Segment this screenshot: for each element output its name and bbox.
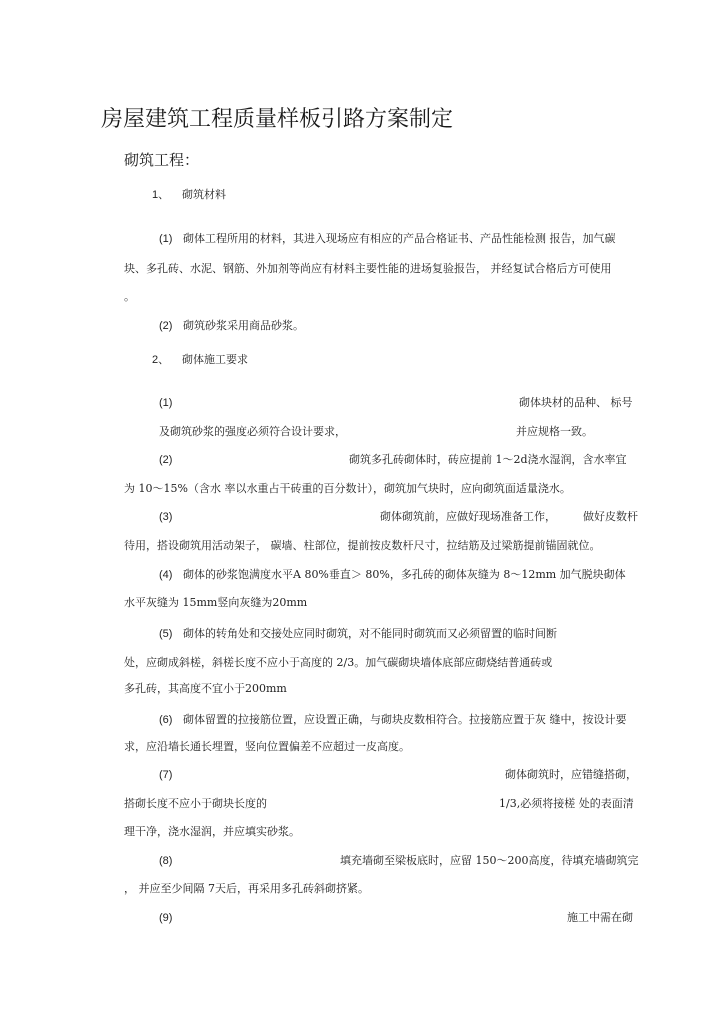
s2-p7-line-2a: 搭砌长度不应小于砌块长度的 bbox=[124, 797, 267, 810]
s1-p1-line-1: 砌体工程所用的材料，其进入现场应有相应的产品合格证书、产品性能检测 报告，加气碳 bbox=[183, 232, 616, 245]
s2-p3-line-1c: 做好皮数杆 bbox=[583, 510, 638, 523]
s2-p8-number: (8) bbox=[159, 855, 173, 867]
s2-p1-line-2b: 并应规格一致。 bbox=[516, 425, 593, 438]
s2-p7-line-3: 理干净，浇水湿润，并应填实砂浆。 bbox=[124, 825, 300, 838]
s2-p2-line-2: 为 10〜15%（含水 率以水重占干砖重的百分数计），砌筑加气块时，应向砌筑面适量浇水。 bbox=[124, 482, 571, 495]
s2-p4-line-2: 水平灰缝为 15mm竖向灰缝为20mm bbox=[124, 596, 308, 609]
s2-p1-line-2a: 及砌筑砂浆的强度必须符合设计要求， bbox=[159, 425, 346, 438]
s1-p2-number: (2) bbox=[159, 320, 173, 332]
s2-p2-number: (2) bbox=[159, 454, 173, 466]
s2-p7-number: (7) bbox=[159, 769, 173, 781]
s2-p4-line-1: 砌体的砂浆饱满度水平A 80%垂直＞ 80%，多孔砖的砌体灰缝为 8〜12mm 加气脱块砌体 bbox=[183, 568, 626, 581]
s2-p8-line-1: 填充墙砌至梁板底时，应留 150〜200高度，待填充墙砌筑完 bbox=[340, 854, 639, 867]
s1-p2-text: 砌筑砂浆采用商品砂浆。 bbox=[183, 319, 304, 332]
section-1-number: 1、 bbox=[152, 189, 170, 201]
section-1-label: 砌筑材料 bbox=[182, 188, 226, 201]
s2-p9-number: (9) bbox=[159, 912, 173, 924]
s2-p4-number: (4) bbox=[159, 569, 173, 581]
s2-p3-line-2: 待用，搭设砌筑用活动架子， 碳墙、柱部位，提前按皮数杆尺寸，拉结筋及过梁筋提前锚固就位。 bbox=[124, 539, 601, 552]
s2-p7-line-2b: 1/3,必须将接槎 处的表面清 bbox=[499, 797, 634, 810]
s1-p1-number: (1) bbox=[159, 233, 173, 245]
s2-p1-number: (1) bbox=[159, 397, 173, 409]
s2-p5-number: (5) bbox=[159, 628, 173, 640]
page-title: 房屋建筑工程质量样板引路方案制定 bbox=[101, 107, 454, 132]
s2-p5-line-1: 砌体的转角处和交接处应同时砌筑，对不能同时砌筑而又必须留置的临时间断 bbox=[183, 627, 557, 640]
section-2-label: 砌体施工要求 bbox=[182, 353, 248, 366]
s2-p9-line-1: 施工中需在砌 bbox=[567, 911, 633, 924]
s2-p3-line-1b: 砌体砌筑前，应做好现场准备工作， bbox=[380, 510, 556, 523]
s1-p1-line-2: 块、多孔砖、水泥、钢筋、外加剂等尚应有材料主要性能的进场复验报告， 并经复试合格后方可使用 bbox=[124, 262, 612, 275]
s2-p6-number: (6) bbox=[159, 714, 173, 726]
s2-p1-line-1: 砌体块材的品种、 标号 bbox=[519, 396, 633, 409]
section-heading: 砌筑工程： bbox=[124, 151, 200, 169]
s2-p8-line-2: ， 并应至少间隔 7天后，再采用多孔砖斜砌挤紧。 bbox=[124, 882, 369, 895]
section-2-number: 2、 bbox=[152, 354, 170, 366]
s2-p6-line-1: 砌体留置的拉接筋位置，应设置正确，与砌块皮数相符合。拉接筋应置于灰 缝中，按设计要 bbox=[183, 713, 627, 726]
s2-p3-number: (3) bbox=[159, 511, 173, 523]
s2-p5-line-2: 处，应砌成斜槎，斜槎长度不应小于高度的 2/3。加气碳砌块墙体底部应砌烧结普通砖或 bbox=[124, 656, 553, 669]
s2-p2-line-1: 砌筑多孔砖砌体时，砖应提前 1〜2d浇水湿润，含水率宜 bbox=[349, 453, 627, 466]
s2-p6-line-2: 求，应沿墙长通长埋置，竖向位置偏差不应超过一皮高度。 bbox=[124, 740, 410, 753]
s1-p1-line-3: 。 bbox=[124, 290, 135, 303]
s2-p7-line-1: 砌体砌筑时，应错缝搭砌， bbox=[505, 768, 637, 781]
s2-p5-line-3: 多孔砖，其高度不宜小于200mm bbox=[124, 682, 287, 695]
